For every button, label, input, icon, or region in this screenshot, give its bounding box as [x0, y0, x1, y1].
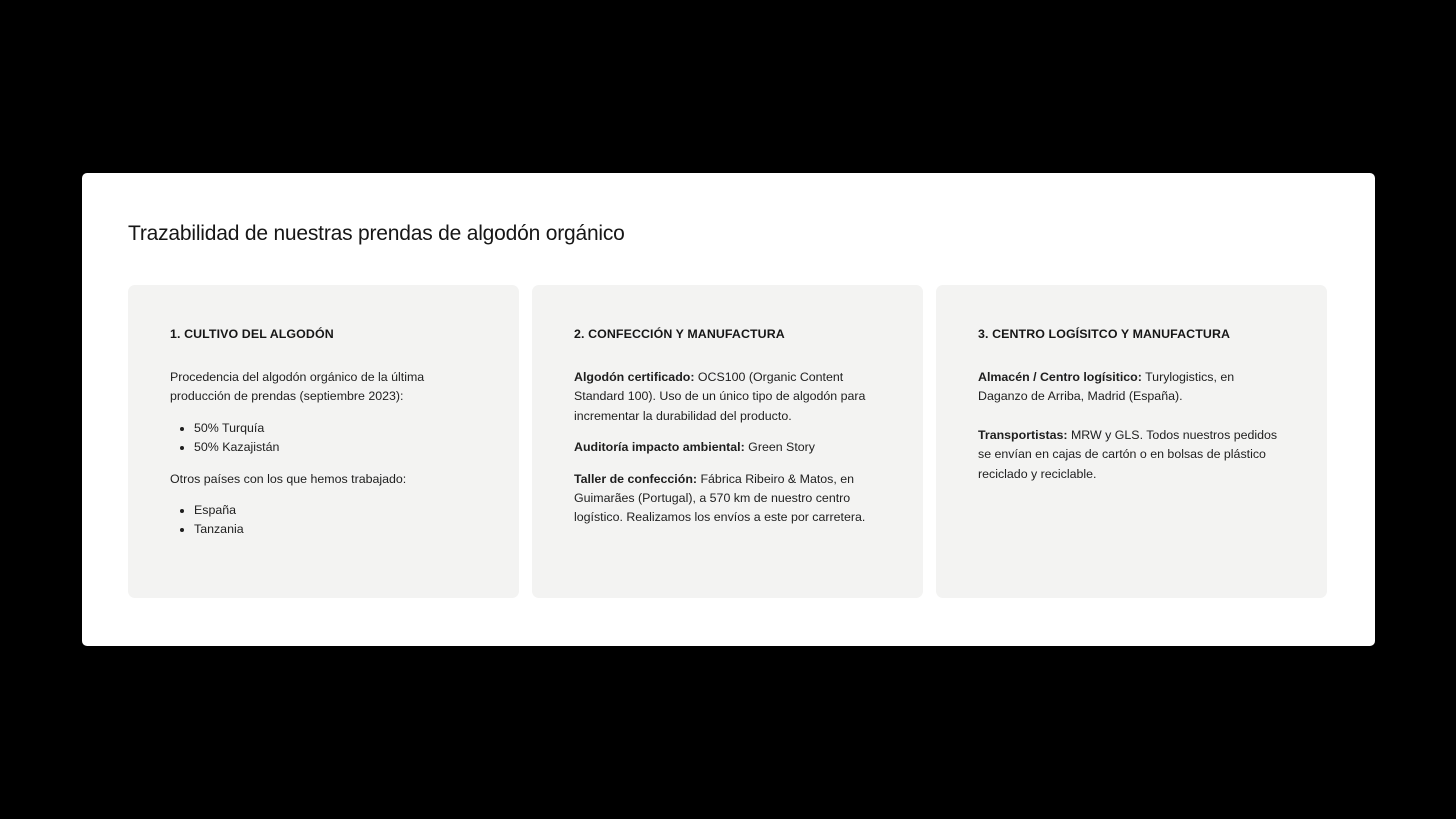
environmental-audit-info: [574, 438, 883, 457]
card-title: 3. CENTRO LOGÍSITCO Y MANUFACTURA: [978, 327, 1231, 341]
info-label: Auditoría impacto ambiental:: [574, 440, 745, 455]
page-title: Trazabilidad de nuestras prendas de algodón orgánico: [128, 222, 625, 245]
info-label: Taller de confección:: [574, 471, 698, 486]
cards-container: [128, 285, 1327, 598]
info-text: MRW y GLS. Todos nuestros pedidos se envían en cajas de cartón o en bolsas de plástico reciclado y reciclable.: [978, 427, 1278, 481]
card-title: 1. CULTIVO DEL ALGODÓN: [170, 327, 334, 341]
other-country-list: [170, 501, 479, 540]
certified-cotton-info: [574, 368, 883, 426]
origin-intro: Procedencia del algodón orgánico de la última producción de prendas (septiembre 2023):: [170, 370, 425, 404]
list-item: • España: [194, 501, 479, 520]
list-item: • 50% Turquía: [194, 419, 479, 438]
info-text: Fábrica Ribeiro & Matos, en Guimarães (Portugal), a 570 km de nuestro centro logístico. Realizamos los envíos a este por carretera.: [574, 471, 866, 525]
other-countries-label: Otros países con los que hemos trabajado:: [170, 471, 407, 486]
card-cultivation: [128, 285, 519, 598]
card-logistics: [936, 285, 1327, 598]
list-item: • Tanzania: [194, 520, 479, 539]
info-text: OCS100 (Organic Content Standard 100). Uso de un único tipo de algodón para incrementar la durabilidad del producto.: [574, 370, 866, 423]
warehouse-info: [978, 368, 1287, 407]
card-manufacturing: [532, 285, 923, 598]
origin-country-list: [170, 419, 479, 458]
traceability-modal: [82, 173, 1375, 646]
info-label: Algodón certificado:: [574, 370, 695, 384]
info-text: Green Story: [744, 440, 815, 455]
info-text: Turylogistics, en Daganzo de Arriba, Madrid (España).: [978, 370, 1235, 404]
info-label: Almacén / Centro logísitico:: [978, 370, 1142, 384]
carriers-info: [978, 426, 1287, 484]
list-item: • 50% Kazajistán: [194, 438, 479, 457]
card-title: 2. CONFECCIÓN Y MANUFACTURA: [574, 327, 785, 341]
info-label: Transportistas:: [978, 427, 1068, 442]
workshop-info: [574, 470, 883, 528]
